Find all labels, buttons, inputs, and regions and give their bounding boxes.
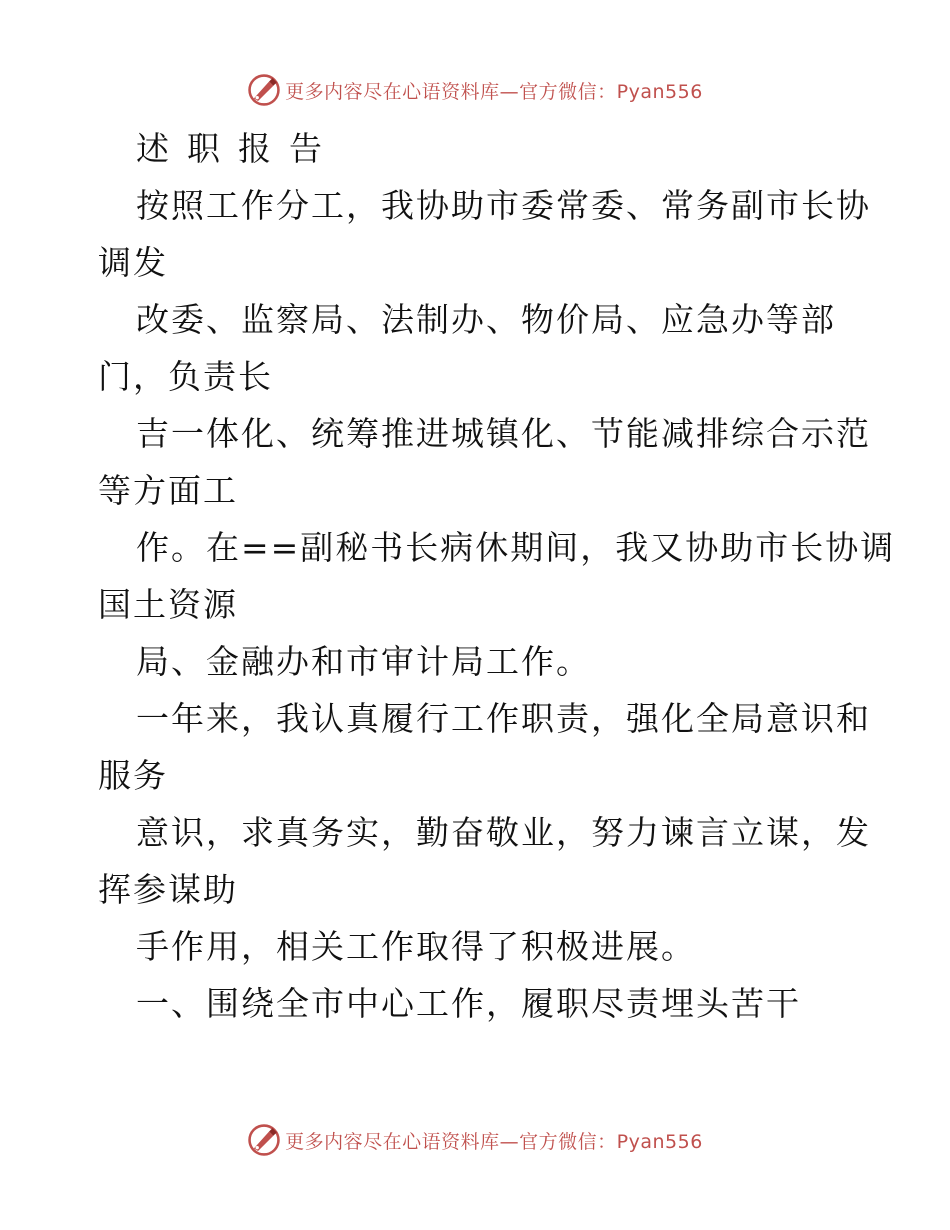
pen-logo-icon: [247, 73, 281, 107]
document-line: 改委、监察局、法制办、物价局、应急办等部: [136, 300, 836, 339]
footer-banner-text: 更多内容尽在心语资料库—官方微信：Pyan556: [285, 1130, 703, 1153]
document-line: 调发: [98, 243, 168, 282]
document-line: 一年来，我认真履行工作职责，强化全局意识和: [136, 699, 871, 738]
document-line: 局、金融办和市审计局工作。: [136, 642, 591, 681]
document-body: [98, 120, 896, 1032]
document-line: 作。在==副秘书长病休期间，我又协助市长协调: [136, 528, 896, 567]
section-heading: 一、围绕全市中心工作，履职尽责埋头苦干: [136, 984, 801, 1023]
document-line: 意识，求真务实，勤奋敬业，努力谏言立谋，发: [136, 813, 871, 852]
document-line: 按照工作分工，我协助市委常委、常务副市长协: [136, 186, 871, 225]
document-line: 等方面工: [98, 471, 238, 510]
document-line: 手作用，相关工作取得了积极进展。: [136, 927, 696, 966]
pen-logo-icon: [247, 1123, 281, 1157]
document-line: 吉一体化、统筹推进城镇化、节能减排综合示范: [136, 414, 871, 453]
header-banner-text: 更多内容尽在心语资料库—官方微信：Pyan556: [285, 80, 703, 103]
document-line: 服务: [98, 756, 168, 795]
document-title: 述职报告: [136, 129, 340, 168]
document-line: 门，负责长: [98, 357, 273, 396]
header-banner: [0, 70, 950, 110]
document-line: 国土资源: [98, 585, 238, 624]
footer-banner: [0, 1120, 950, 1160]
document-line: 挥参谋助: [98, 870, 238, 909]
